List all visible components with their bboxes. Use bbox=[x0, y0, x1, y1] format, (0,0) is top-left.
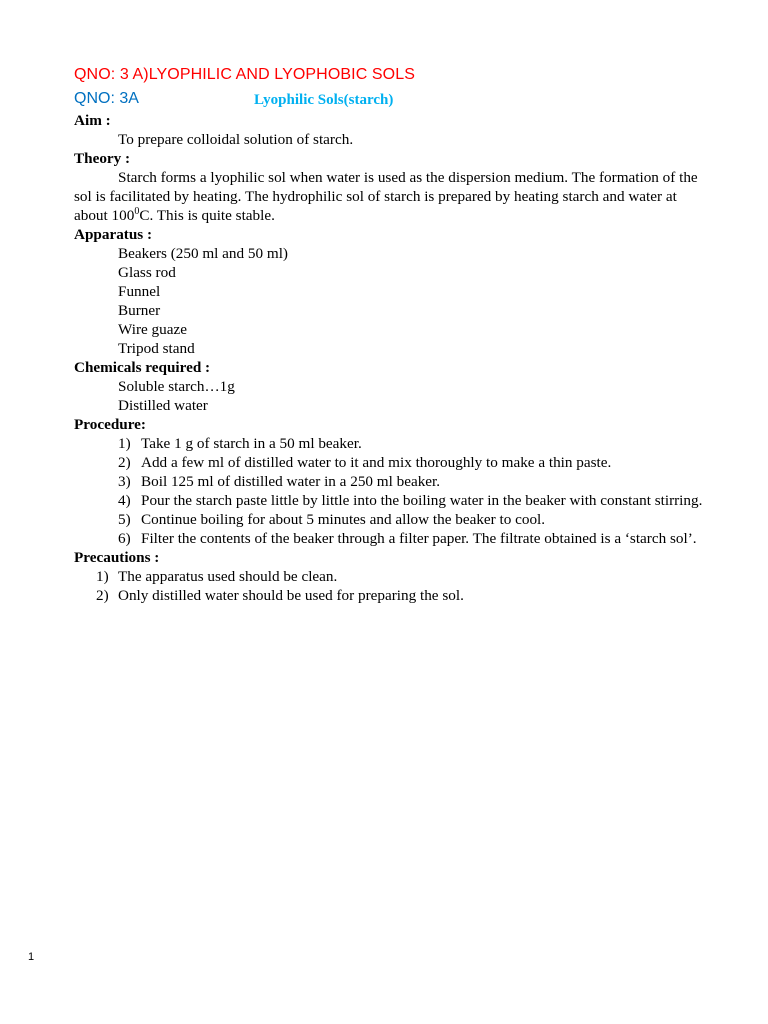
experiment-subtitle: Lyophilic Sols(starch) bbox=[254, 92, 394, 108]
step-number: 4) bbox=[118, 492, 131, 509]
theory-superscript: 0 bbox=[134, 205, 140, 217]
precaution-number: 2) bbox=[96, 587, 109, 604]
list-item: Funnel bbox=[118, 283, 161, 300]
theory-text-end: C. This is quite stable. bbox=[139, 207, 275, 224]
procedure-step bbox=[74, 491, 714, 510]
document-body bbox=[74, 111, 714, 605]
precaution-item bbox=[74, 567, 714, 586]
procedure-step bbox=[74, 510, 714, 529]
procedure-list bbox=[74, 434, 714, 548]
precaution-text: Only distilled water should be used for preparing the sol. bbox=[118, 587, 464, 604]
list-item: Beakers (250 ml and 50 ml) bbox=[118, 245, 288, 262]
step-text: Pour the starch paste little by little into the boiling water in the beaker with constant stirring. bbox=[141, 492, 703, 509]
list-item: Tripod stand bbox=[118, 340, 195, 357]
procedure-step bbox=[74, 529, 714, 548]
page-number: 1 bbox=[28, 951, 35, 963]
list-item: Glass rod bbox=[118, 264, 176, 281]
step-text: Add a few ml of distilled water to it and mix thoroughly to make a thin paste. bbox=[141, 454, 612, 471]
apparatus-heading: Apparatus : bbox=[74, 226, 153, 243]
procedure-step bbox=[74, 453, 714, 472]
procedure-heading: Procedure: bbox=[74, 416, 146, 433]
aim-text: To prepare colloidal solution of starch. bbox=[118, 131, 354, 148]
chemicals-list bbox=[74, 377, 714, 415]
step-text: Boil 125 ml of distilled water in a 250 ml beaker. bbox=[141, 473, 441, 490]
step-text: Take 1 g of starch in a 50 ml beaker. bbox=[141, 435, 362, 452]
precaution-item bbox=[74, 586, 714, 605]
list-item: Wire guaze bbox=[118, 321, 187, 338]
chemicals-heading: Chemicals required : bbox=[74, 359, 211, 376]
theory-text-main: Starch forms a lyophilic sol when water is used as the dispersion medium. The formation of the sol is facilitated by heating. The hydrophilic sol of starch is prepared by heating starch and water at about 100 bbox=[74, 169, 698, 224]
list-item: Burner bbox=[118, 302, 161, 319]
step-number: 5) bbox=[118, 511, 131, 528]
procedure-step bbox=[74, 434, 714, 453]
question-number: QNO: 3A bbox=[74, 90, 139, 107]
theory-text bbox=[74, 168, 714, 225]
list-item: Soluble starch…1g bbox=[118, 378, 235, 395]
procedure-step bbox=[74, 472, 714, 491]
precaution-text: The apparatus used should be clean. bbox=[118, 568, 338, 585]
theory-heading: Theory : bbox=[74, 150, 131, 167]
page-title: QNO: 3 A)LYOPHILIC AND LYOPHOBIC SOLS bbox=[74, 66, 415, 83]
precaution-number: 1) bbox=[96, 568, 109, 585]
aim-heading: Aim : bbox=[74, 112, 111, 129]
list-item: Distilled water bbox=[118, 397, 208, 414]
apparatus-list bbox=[74, 244, 714, 358]
step-number: 6) bbox=[118, 530, 131, 547]
step-number: 2) bbox=[118, 454, 131, 471]
precautions-heading: Precautions : bbox=[74, 549, 160, 566]
step-text: Filter the contents of the beaker through a filter paper. The filtrate obtained is a ‘starch sol’. bbox=[141, 530, 697, 547]
step-text: Continue boiling for about 5 minutes and allow the beaker to cool. bbox=[141, 511, 546, 528]
step-number: 1) bbox=[118, 435, 131, 452]
precautions-list bbox=[74, 567, 714, 605]
step-number: 3) bbox=[118, 473, 131, 490]
